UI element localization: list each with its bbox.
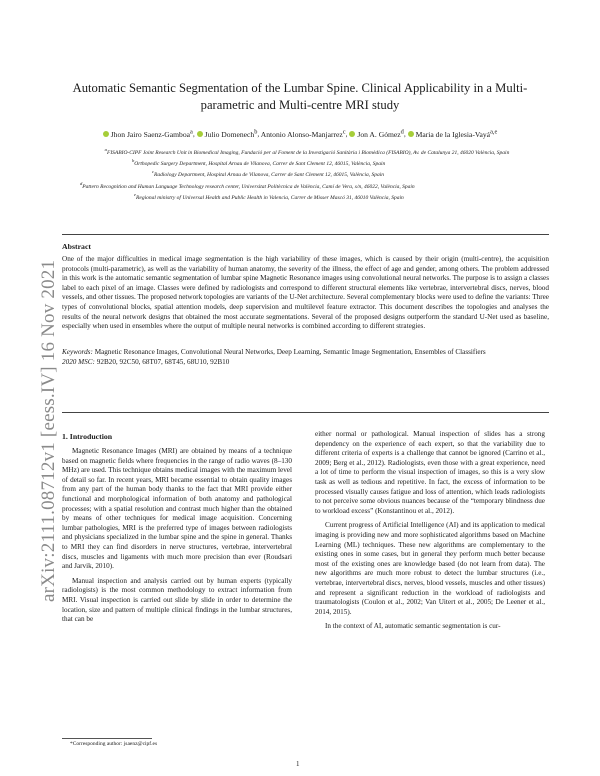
footnote-divider xyxy=(62,738,152,739)
paper-title: Automatic Semantic Segmentation of the Lumbar Spine. Clinical Applicability in a Multi-parametric and Multi-centre MRI study xyxy=(72,81,528,112)
paragraph: In the context of AI, automatic semantic segmentation is cur- xyxy=(325,622,501,631)
keywords xyxy=(62,348,549,367)
author[interactable]: Julio Domenech$^b$ xyxy=(197,130,258,139)
affiliation: $^e$Regional ministry of Universal Health and Public Health in Valencia, Carrer de Misser Mascó 31, 46010 València, Spain xyxy=(134,191,404,201)
orcid-icon[interactable] xyxy=(349,131,355,137)
arxiv-stamp: arXiv:2111.08712v1 [eess.IV] 16 Nov 2021 xyxy=(38,259,59,602)
affiliation: $^b$Orthopedic Surgery Department, Hospital Arnau de Vilanova, Carrer de Sant Clement 12, 46015, València, Spain xyxy=(132,158,386,168)
left-column xyxy=(62,447,292,630)
msc-label: 2020 MSC: xyxy=(62,357,95,366)
keywords-text: Magnetic Resonance Images, Convolutional Neural Networks, Deep Learning, Semantic Image Segmentation, Ensembles of Classifiers xyxy=(94,348,486,356)
author-list: Jhon Jairo Saenz-Gamboa$^a$, Julio Domenech$^b$, Antonio Alonso-Manjarrez$^c$, Jon A. Gómez$^d$, Maria de la Iglesia-Vayá$^{a,e}$ xyxy=(40,127,560,140)
author[interactable]: Maria de la Iglesia-Vayá$^{a,e}$ xyxy=(408,130,498,139)
section-heading: 1. Introduction xyxy=(62,432,113,441)
right-column xyxy=(315,430,545,637)
author[interactable]: Jhon Jairo Saenz-Gamboa$^a$ xyxy=(103,130,193,139)
paragraph: Manual inspection and analysis carried out by human experts (typically radiologists) is the most common methodology to extract information from MRI. Visual inspection is carried out slide by slide in order to determine the location, size and pattern of multiple clinical findings in the lumbar structures, that can be xyxy=(62,576,292,624)
orcid-icon[interactable] xyxy=(103,131,109,137)
affiliations xyxy=(62,146,552,202)
abstract-text: One of the major difficulties in medical image segmentation is the high variability of these images, which is caused by their origin (multi-centre), the acquisition protocols (multi-parametric), as well as the variability of human anatomy, the severity of the illness, the effect of age and gender, among others. The problem addressed in this work is the automatic semantic segmentation of lumbar spine Magnetic Resonance images using convolutional neural networks. The purpose is to assign a classes label to each pixel of an image. Classes were defined by radiologists and correspond to different structural elements like vertebrae, intervertebral discs, nerves, blood vessels, and other tissues. The proposed network topologies are variants of the U-Net architecture. Several complementary blocks were used to define the variants: Three types of convolutional blocks, spatial attention models, deep supervision and multilevel feature extractor. This document describes the topologies and analyses the results of the neural network designs that obtained the most accurate segmentations. Several of the proposed designs outperform the standard U-Net used as baseline, especially when used in ensembles where the output of multiple neural networks is combined according to different strategies. xyxy=(62,255,549,331)
paragraph: Magnetic Resonance Images (MRI) are obtained by means of a technique based on magnetic fields where frequencies in the range of radio waves (8–130 MHz) are used. This technique obtains medical images with the maximum level of detail so far. In recent years, MRI became essential to obtain quality images from any part of the human body thanks to the fact that MRI provide either functional and morphological information of both anatomy and pathological processes; with a spatial resolution and contrast much higher than the obtained by means of other techniques for medical image acquisition. Concerning lumbar pathologies, MRI is the preferred type of images between radiologists and physicians specialized in the lumbar spine and the spine in general. Thanks to MRI they can find disorders in nerve structures, vertebrae, intervertebral discs, muscles and ligaments with much more precision than ever (Roudsari and Jarvik, 2010). xyxy=(62,447,292,571)
affiliation: $^c$Radiology Department, Hospital Arnau de Vilanova, Carrer de Sant Clement 12, 46015, València, Spain xyxy=(152,169,385,179)
orcid-icon[interactable] xyxy=(408,131,414,137)
paragraph: Current progress of Artificial Intelligence (AI) and its application to medical imaging is providing new and more sophisticated algorithms based on Machine Learning (ML) techniques. These new algorithms are complementary to the existing ones in some cases, but in general they perform much better because most of the existing ones are knowledge based (do not learn from data). The new algorithms are much more robust to detect the lumbar structures (i.e., vertebrae, intervertebral discs, nerves, blood vessels, muscles and other tissues) and represent a significant reduction in the workload of radiologists and traumatologists (Coulon et al., 2002; Van Uitert et al., 2005; De Leener et al., 2014, 2015). xyxy=(315,521,545,616)
page-number: 1 xyxy=(296,760,300,768)
msc-text: 92B20, 92C50, 68T07, 68T45, 68U10, 92B10 xyxy=(96,357,230,366)
author[interactable]: Jon A. Gómez$^d$ xyxy=(349,130,403,139)
author: Antonio Alonso-Manjarrez$^c$ xyxy=(260,128,346,139)
affiliation: $^d$Pattern Recognition and Human Language Technology research center, Universitat Politècnica de València, Camí de Vera, s/n, 46022, València, Spain xyxy=(80,180,415,190)
keywords-label: Keywords: xyxy=(62,348,93,356)
divider xyxy=(62,234,549,235)
paragraph: either normal or pathological. Manual inspection of slides has a strong dependency on the experience of each expert, so that the variability due to different criteria of experts is a challenge that cannot be ignored (Carrino et al., 2009; Berg et al., 2012). Radiologists, even those with a great experience, need a lot of time to perform the visual inspection of images, so this is a very slow task as well as tedious and repetitive. In fact, the excess of information to be processed visually causes fatigue and loss of attention, which leads radiologists to not perceive some obvious nuances because of the “temporary blindness due to workload excess” (Konstantinou et al., 2012). xyxy=(315,430,545,515)
orcid-icon[interactable] xyxy=(197,131,203,137)
divider xyxy=(62,412,549,413)
abstract-heading: Abstract xyxy=(62,242,92,251)
footnote: *Corresponding author: jsaenz@cipf.es xyxy=(70,741,158,747)
affiliation: $^a$FISABIO-CIPF Joint Research Unit in Biomedical Imaging, Fundació per al Foment de la Investigació Sanitària i Biomèdica (FISABIO), Av. de Catalunya 21, 46020 València, Spain xyxy=(104,147,510,156)
